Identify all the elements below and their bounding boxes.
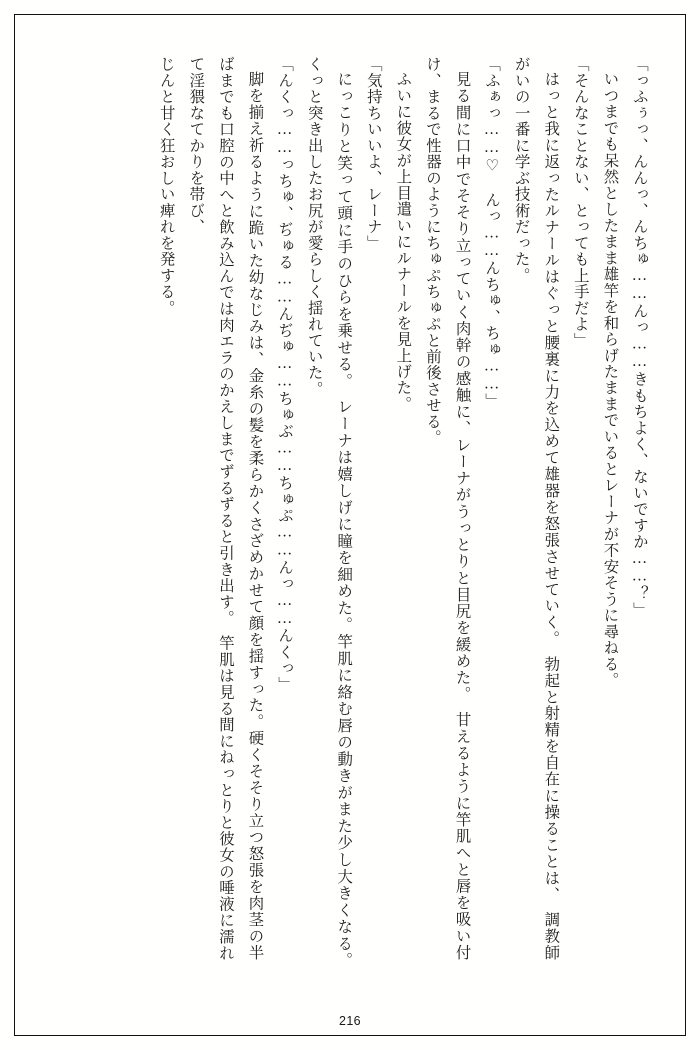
body-text <box>46 56 654 978</box>
paragraph: 脚を揃え祈るように跪いた幼なじみは、金糸の髪を柔らかくさざめかせて顔を揺すった。硬くそそり立つ怒張を肉茎の半ばまでも口腔の中へと飲み込んでは肉エラのかえしまでずるずると引き出す。 竿肌は見る間にねっとりと彼女の唾液に濡れて淫猥なてかりを帯び、 <box>187 56 264 961</box>
paragraph: 見る間に口中でそそり立っていく肉幹の感触に、レーナがうっとりと目尻を緩めた。 甘えるように竿肌へと唇を吸い付け、まるで性器のようにちゅぷちゅぷと前後させる。 <box>423 56 471 961</box>
paragraph: じんと甘く狂おしい痺れを発する。 <box>157 56 175 316</box>
paragraph: 「ふぁっ……♡ んっ……んちゅ、ちゅ……」 <box>483 56 501 410</box>
paragraph: にっこりと笑って頭に手のひらを乗せる。 レーナは嬉しげに瞳を細めた。竿肌に絡む唇の動きがまた少し大きくなる。 くっと突き出したお尻が愛らしく揺れていた。 <box>305 56 353 978</box>
paragraph: はっと我に返ったルナールはぐっと腰裏に力を込めて雄器を怒張させていく。 勃起と射精を自在に操ることは、 調教師がいの一番に学ぶ技術だった。 <box>512 56 560 961</box>
paragraph: 「っふぅっ、んんっ、んちゅ……んっ……きもちよく、ないですか……？」 <box>631 56 648 618</box>
page-number: 216 <box>339 1014 361 1028</box>
paragraph: いつまでも呆然としたまま雄竿を和らげたままでいるとレーナが不安そうに尋ねる。 <box>601 71 619 689</box>
paragraph: ふいに彼女が上目遣いにルナールを見上げた。 <box>394 71 412 413</box>
paragraph: 「んくっ……っちゅ、ぢゅる……んぢゅ……ちゅぶ……ちゅぷ……んっ……んくっ」 <box>276 56 294 693</box>
paragraph: 「そんなことない、とっても上手だよ」 <box>571 56 589 349</box>
paragraph: 「気持ちいいよ、レーナ」 <box>364 56 382 251</box>
